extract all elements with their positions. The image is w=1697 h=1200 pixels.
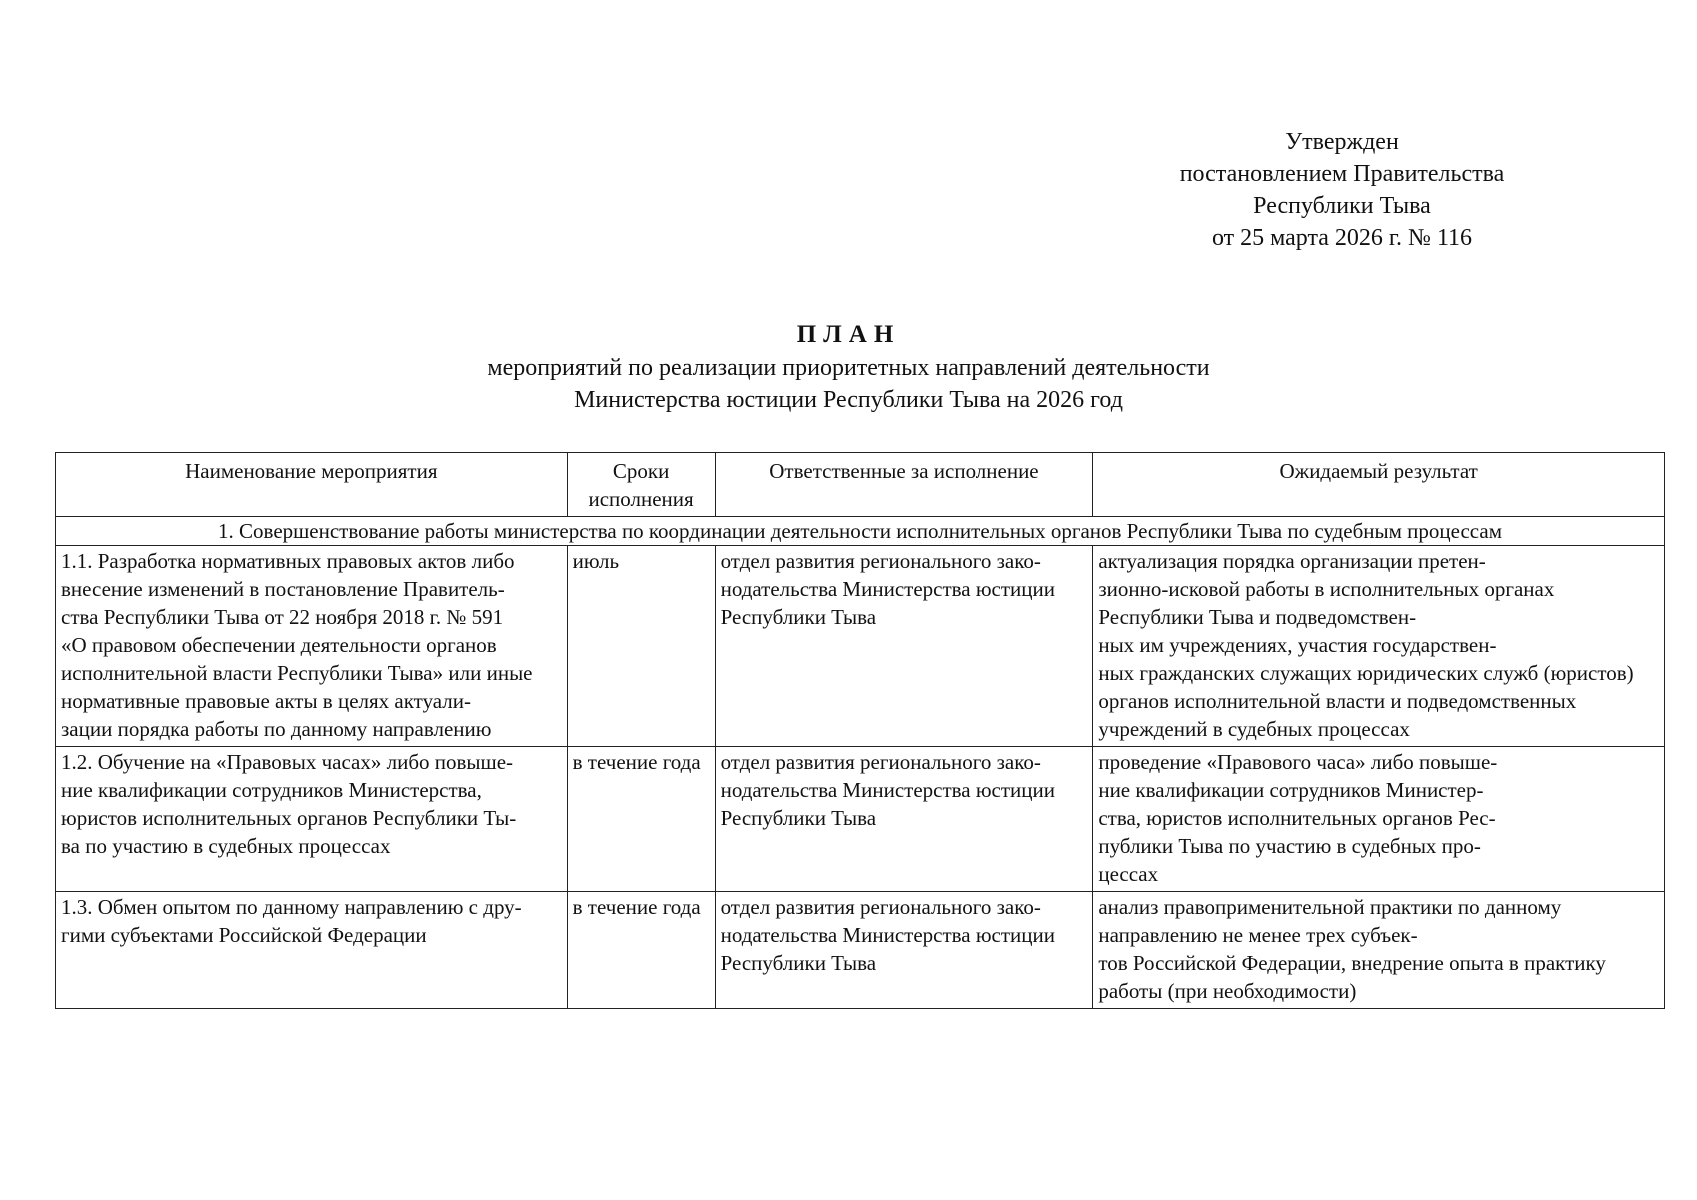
row-3-result: анализ правоприменительной практики по данному направлению не менее трех субъек- тов Российской Федерации, внедрение опыта в практику работы (при необходимости) [1093, 892, 1665, 1009]
header-result: Ожидаемый результат [1093, 453, 1665, 517]
row-2-responsible: отдел развития регионального зако- нодательства Министерства юстиции Республики Тыва [715, 747, 1093, 892]
row-2-result: проведение «Правового часа» либо повыше- ние квалификации сотрудников Министер- ства, юристов исполнительных органов Рес- публики Тыва по участию в судебных про- цессах [1093, 747, 1665, 892]
row-1-term: июль [567, 546, 715, 747]
section-row [56, 517, 1665, 546]
row-1-result: актуализация порядка организации претен- зионно-исковой работы в исполнительных органах Республики Тыва и подведомствен- ных им учреждениях, участия государствен- ных гражданских служащих юридических служб (юристов) органов исполнительной власти и подведомственных учреждений в судебных процессах [1093, 546, 1665, 747]
document-subtitle-line-1: мероприятий по реализации приоритетных направлений деятельности [487, 355, 1210, 381]
plan-table [55, 452, 1665, 1009]
section-title: 1. Совершенствование работы министерства по координации деятельности исполнительных органов Республики Тыва по судебным процессам [56, 517, 1665, 546]
row-3-name: 1.3. Обмен опытом по данному направлению с дру- гими субъектами Российской Федерации [56, 892, 568, 1009]
document-title-block [0, 318, 1697, 416]
table-row [56, 747, 1665, 892]
approval-line-republic: Республики Тыва [1253, 193, 1431, 219]
row-1-responsible: отдел развития регионального зако- нодательства Министерства юстиции Республики Тыва [715, 546, 1093, 747]
table-row [56, 546, 1665, 747]
row-3-responsible: отдел развития регионального зако- нодательства Министерства юстиции Республики Тыва [715, 892, 1093, 1009]
row-3-term: в течение года [567, 892, 715, 1009]
document-title: ПЛАН [796, 321, 901, 348]
row-1-name: 1.1. Разработка нормативных правовых актов либо внесение изменений в постановление Правитель- ства Республики Тыва от 22 ноября 2018 г. № 591 «О правовом обеспечении деятельности органов исполнительной власти Республики Тыва» или иные нормативные правовые акты в целях актуали- зации порядка работы по данному направлению [56, 546, 568, 747]
approval-block [1152, 126, 1532, 254]
header-term: Сроки исполнения [567, 453, 715, 517]
approval-line-approved: Утвержден [1285, 129, 1399, 155]
row-2-name: 1.2. Обучение на «Правовых часах» либо повыше- ние квалификации сотрудников Министерства, юристов исполнительных органов Республики Ты- ва по участию в судебных процессах [56, 747, 568, 892]
header-name: Наименование мероприятия [56, 453, 568, 517]
document-subtitle-line-2: Министерства юстиции Республики Тыва на 2026 год [574, 387, 1123, 413]
table-header-row [56, 453, 1665, 517]
row-2-term: в течение года [567, 747, 715, 892]
header-responsible: Ответственные за исполнение [715, 453, 1093, 517]
table-row [56, 892, 1665, 1009]
approval-line-date-number: от 25 марта 2026 г. № 116 [1211, 225, 1473, 251]
approval-line-decree: постановлением Правительства [1179, 161, 1505, 187]
